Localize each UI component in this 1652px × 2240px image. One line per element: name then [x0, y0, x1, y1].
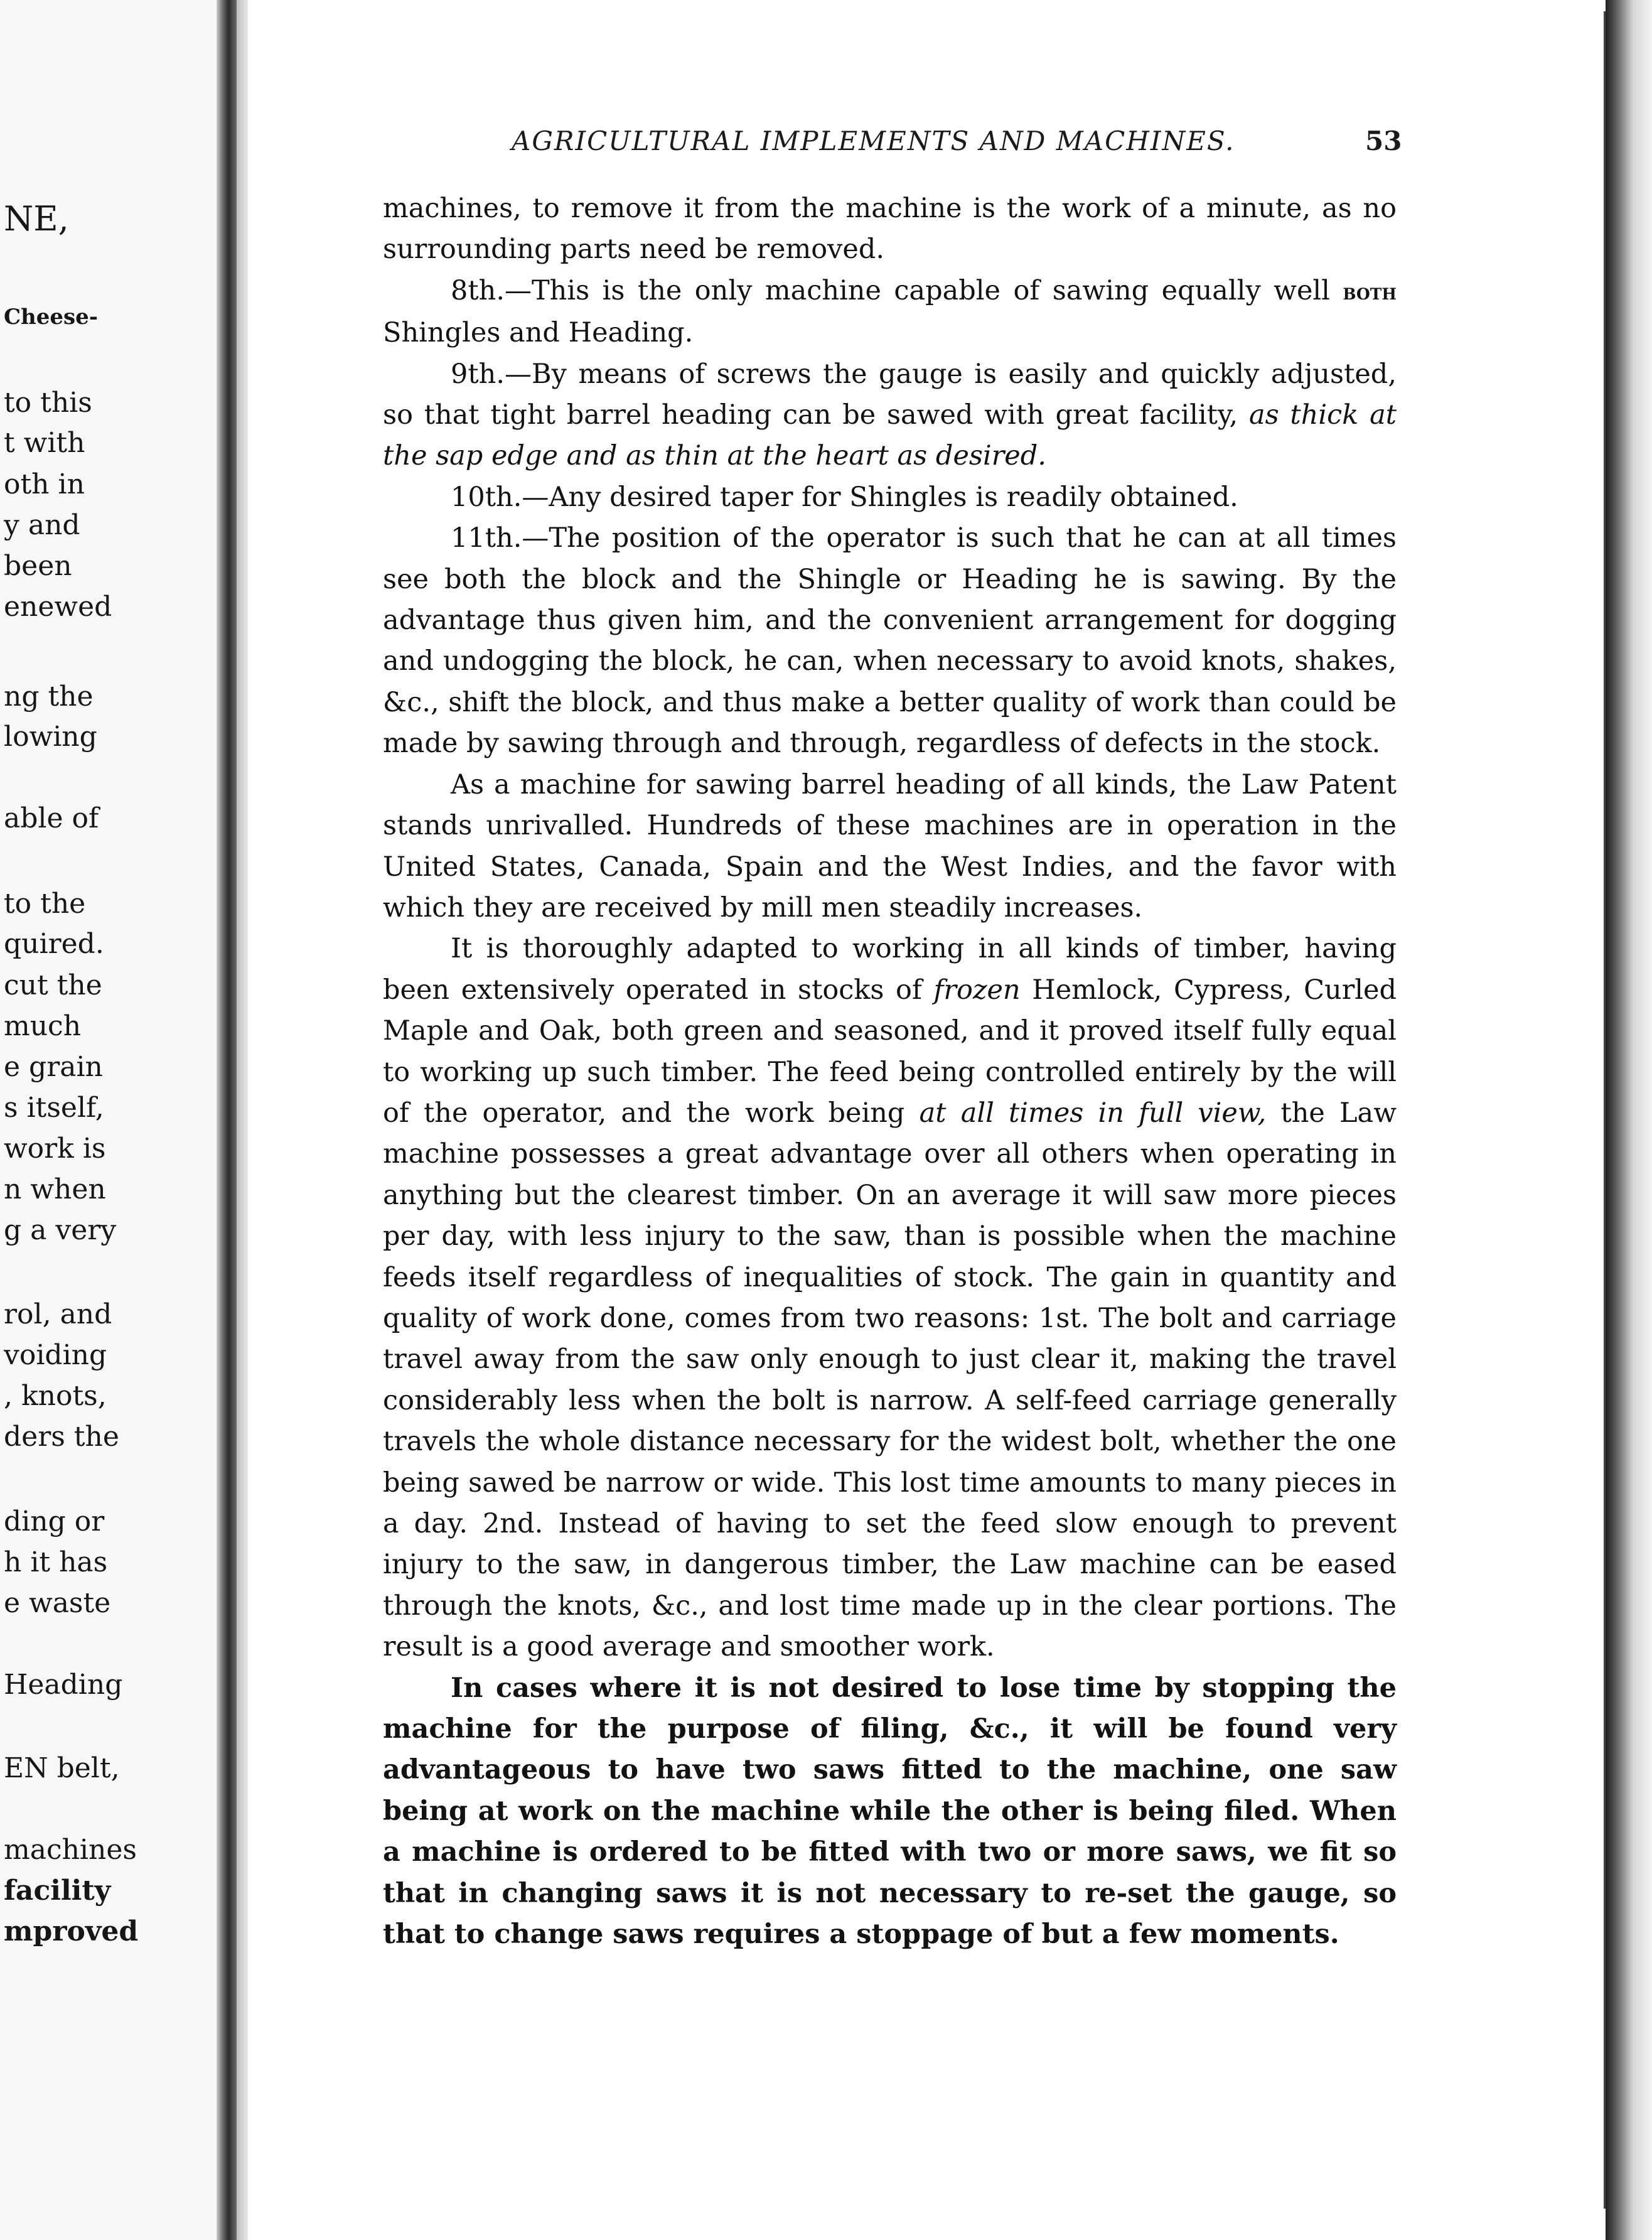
page-number: 53: [1365, 126, 1402, 156]
facing-page-line: to the: [4, 888, 86, 920]
paragraph-continuation: machines, to remove it from the machine is the work of a minute, as no surrounding parts need be removed.: [383, 193, 1397, 266]
facing-page-line: , knots,: [4, 1380, 107, 1412]
facing-page-line: enewed: [4, 591, 112, 623]
facing-page-line: quired.: [4, 928, 104, 960]
facing-page-line: mproved: [4, 1915, 139, 1947]
facing-page-line: voiding: [4, 1339, 107, 1371]
facing-page-line: been: [4, 550, 72, 582]
book-gutter-highlight: [237, 0, 248, 2240]
facing-page-line: able of: [4, 802, 99, 834]
facing-page-line: EN belt,: [4, 1752, 120, 1784]
italic-full-view: at all times in full view,: [919, 1097, 1267, 1129]
paragraph-timber: It is thoroughly adapted to working in all kinds of timber, having been extensively operated in stocks of frozen Hemlock, Cypress, Curled Maple and Oak, both green and seasoned, and it proved itself fully equal to working up such timber. The feed being controlled entirely by the will of the operator, and the work being at all times in full view, the Law machine possesses a great advantage over all others when operating in anything but the clearest timber. On an average it will saw more pieces per day, with less injury to the saw, than is possible when the machine feeds itself regardless of inequalities of stock. The gain in quantity and quality of work done, comes from two reasons: 1st. The bolt and carriage travel away from the saw only enough to just clear it, making the travel considerably less when the bolt is narrow. A self-feed carriage generally travels the whole distance necessary for the widest bolt, whether the one being sawed be narrow or wide. This lost time amounts to many pieces in a day. 2nd. Instead of having to set the feed slow enough to prevent injury to the saw, in dangerous timber, the Law machine can be eased through the knots, &c., and lost time made up in the clear portions. The result is a good average and smoother work.: [383, 933, 1397, 1663]
italic-phrase: as thick at the sap edge and as thin at the heart as desired.: [383, 399, 1397, 472]
facing-page-line: Cheese-: [4, 304, 98, 330]
facing-page-line: ders the: [4, 1421, 119, 1453]
paragraph-9th: 9th.—By means of screws the gauge is easily and quickly adjusted, so that tight barrel heading can be sawed with great facility, as thick at the sap edge and as thin at the heart as desired.: [383, 358, 1397, 472]
facing-page-line: t with: [4, 427, 85, 459]
facing-page-line: cut the: [4, 969, 102, 1001]
facing-page-line: s itself,: [4, 1092, 104, 1124]
emphasis-both: both: [1343, 278, 1397, 305]
page-edge-shadow: [1606, 0, 1652, 2240]
facing-page-line: to this: [4, 387, 92, 419]
paragraph-two-saws: In cases where it is not desired to lose time by stopping the machine for the purpose of filing, &c., it will be found very advantageous to have two saws fitted to the machine, one saw being at work on the machine while the other is being filed. When a machine is ordered to be fitted with two or more saws, we fit so that in changing saws it is not necessary to re-set the gauge, so that to change saws requires a stoppage of but a few moments.: [383, 1672, 1397, 1951]
body-text: [383, 188, 1397, 1955]
facing-page-fragment: [0, 0, 217, 2240]
facing-page-line: y and: [4, 509, 80, 541]
facing-page-line: Heading: [4, 1669, 123, 1701]
facing-page-line: e grain: [4, 1051, 103, 1083]
facing-page-line: e waste: [4, 1587, 111, 1619]
facing-page-line: NE,: [4, 199, 69, 239]
paragraph-11th: 11th.—The position of the operator is such that he can at all times see both the block and the Shingle or Heading he is sawing. By the advantage thus given him, and the convenient arrangement for dogging and undogging the block, he can, when necessary to avoid knots, shakes, &c., shift the block, and thus make a better quality of work than could be made by sawing through and through, regardless of defects in the stock.: [383, 522, 1397, 760]
facing-page-line: lowing: [4, 721, 97, 753]
facing-page-line: ng the: [4, 681, 94, 713]
facing-page-line: facility: [4, 1875, 111, 1907]
facing-page-line: n when: [4, 1173, 106, 1205]
italic-frozen: frozen: [933, 974, 1021, 1006]
facing-page-line: g a very: [4, 1214, 117, 1246]
facing-page-line: ding or: [4, 1505, 105, 1537]
paragraph-8th: 8th.—This is the only machine capable of sawing equally well both Shingles and Heading.: [383, 274, 1397, 349]
facing-page-line: h it has: [4, 1546, 108, 1578]
facing-page-line: oth in: [4, 468, 85, 500]
facing-page-line: much: [4, 1010, 82, 1042]
facing-page-line: machines: [4, 1834, 137, 1866]
paragraph-10th: 10th.—Any desired taper for Shingles is readily obtained.: [451, 481, 1238, 513]
book-gutter: [217, 0, 237, 2240]
facing-page-line: rol, and: [4, 1298, 112, 1330]
paragraph-unrivalled: As a machine for sawing barrel heading of all kinds, the Law Patent stands unrivalled. Hundreds of these machines are in operation in the United States, Canada, Spain and the West Indies, and the favor with which they are received by mill men steadily increases.: [383, 768, 1397, 923]
running-header: AGRICULTURAL IMPLEMENTS AND MACHINES.: [512, 126, 1235, 156]
facing-page-line: work is: [4, 1133, 106, 1165]
